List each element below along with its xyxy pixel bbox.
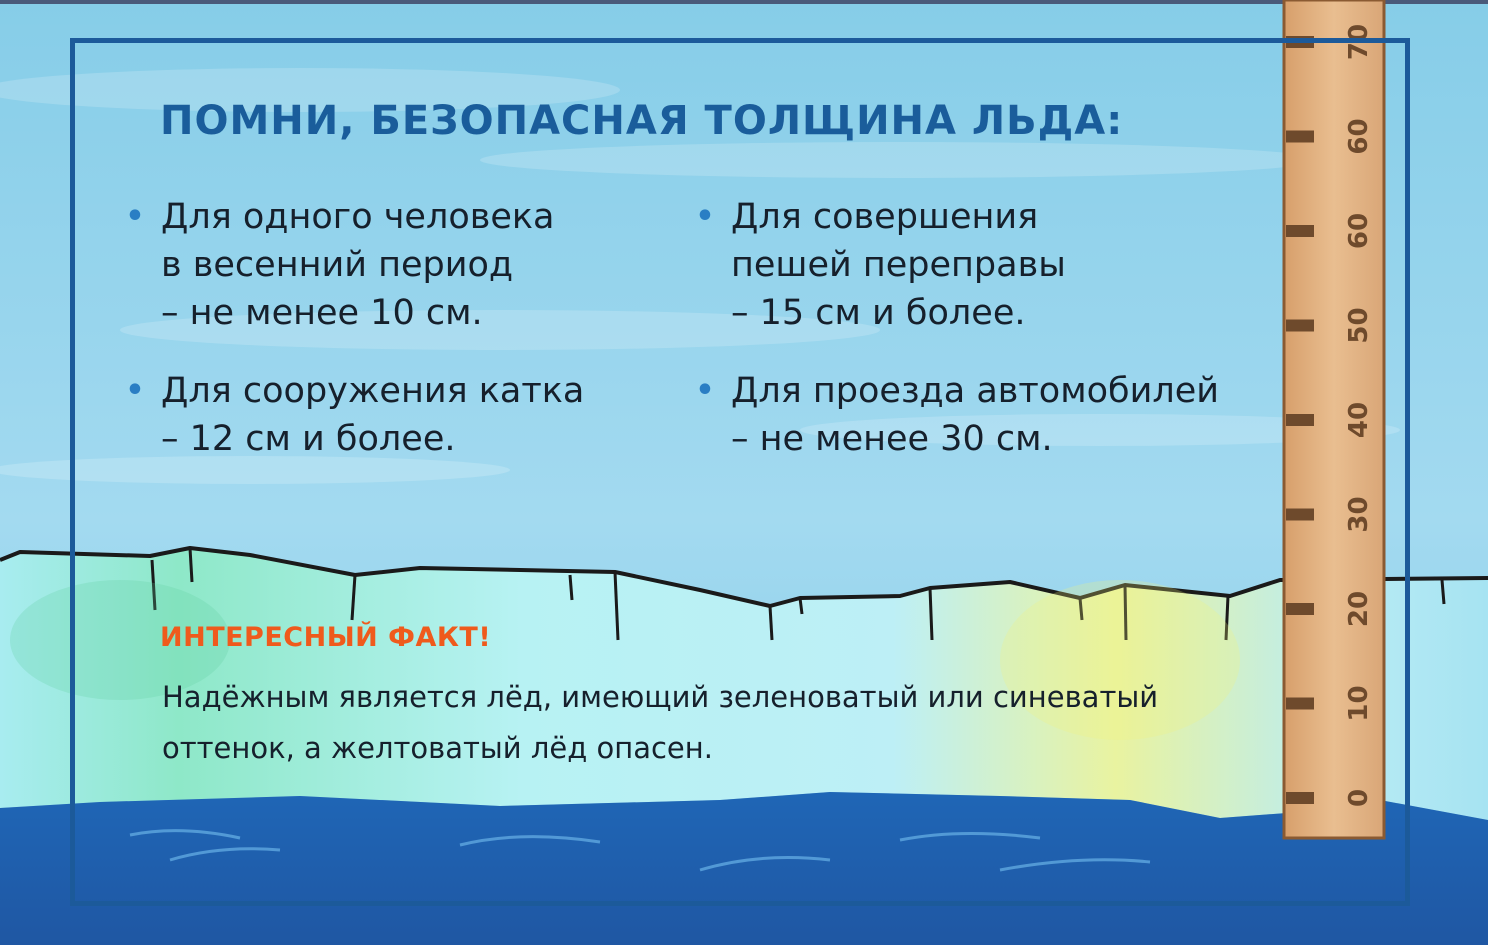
rule-line: – 15 см и более. — [731, 293, 1026, 333]
fact-text — [162, 672, 1222, 774]
ruler-label: 40 — [1344, 401, 1374, 439]
ruler-label: 0 — [1344, 788, 1374, 808]
fact-line: оттенок, а желтоватый лёд опасен. — [162, 731, 713, 765]
rule-line: Для одного человека — [161, 197, 555, 237]
rule-line: Для проезда автомобилей — [731, 371, 1220, 411]
rule-cars — [695, 367, 1251, 463]
rule-one-person — [125, 193, 681, 337]
page-title: ПОМНИ, БЕЗОПАСНАЯ ТОЛЩИНА ЛЬДА: — [160, 98, 1124, 144]
fact-line: Надёжным является лёд, имеющий зеленоватый или синеватый — [162, 680, 1159, 714]
rule-line: – не менее 10 см. — [161, 293, 483, 333]
bullet-icon: • — [695, 199, 715, 234]
ruler-label: 60 — [1344, 212, 1374, 250]
ruler-label: 60 — [1344, 118, 1374, 155]
ruler-label: 70 — [1344, 23, 1374, 61]
ruler-label: 30 — [1344, 496, 1374, 533]
top-strip — [0, 0, 1488, 4]
bullet-icon: • — [125, 373, 145, 408]
fact-title: ИНТЕРЕСНЫЙ ФАКТ! — [160, 622, 492, 653]
rule-line: Для совершения — [731, 197, 1039, 237]
rule-line: Для сооружения катка — [161, 371, 585, 411]
rule-line: – не менее 30 см. — [731, 419, 1053, 459]
bullet-icon: • — [695, 373, 715, 408]
bullet-icon: • — [125, 199, 145, 234]
rule-line: – 12 см и более. — [161, 419, 456, 459]
ruler-label: 10 — [1344, 685, 1374, 722]
rule-line: в весенний период — [161, 245, 514, 285]
rule-foot-crossing — [695, 193, 1251, 337]
content-frame — [70, 38, 1410, 906]
rule-line: пешей переправы — [731, 245, 1066, 285]
rule-skating-rink — [125, 367, 681, 463]
ruler-label: 20 — [1344, 590, 1374, 628]
ruler-label: 50 — [1344, 307, 1374, 344]
